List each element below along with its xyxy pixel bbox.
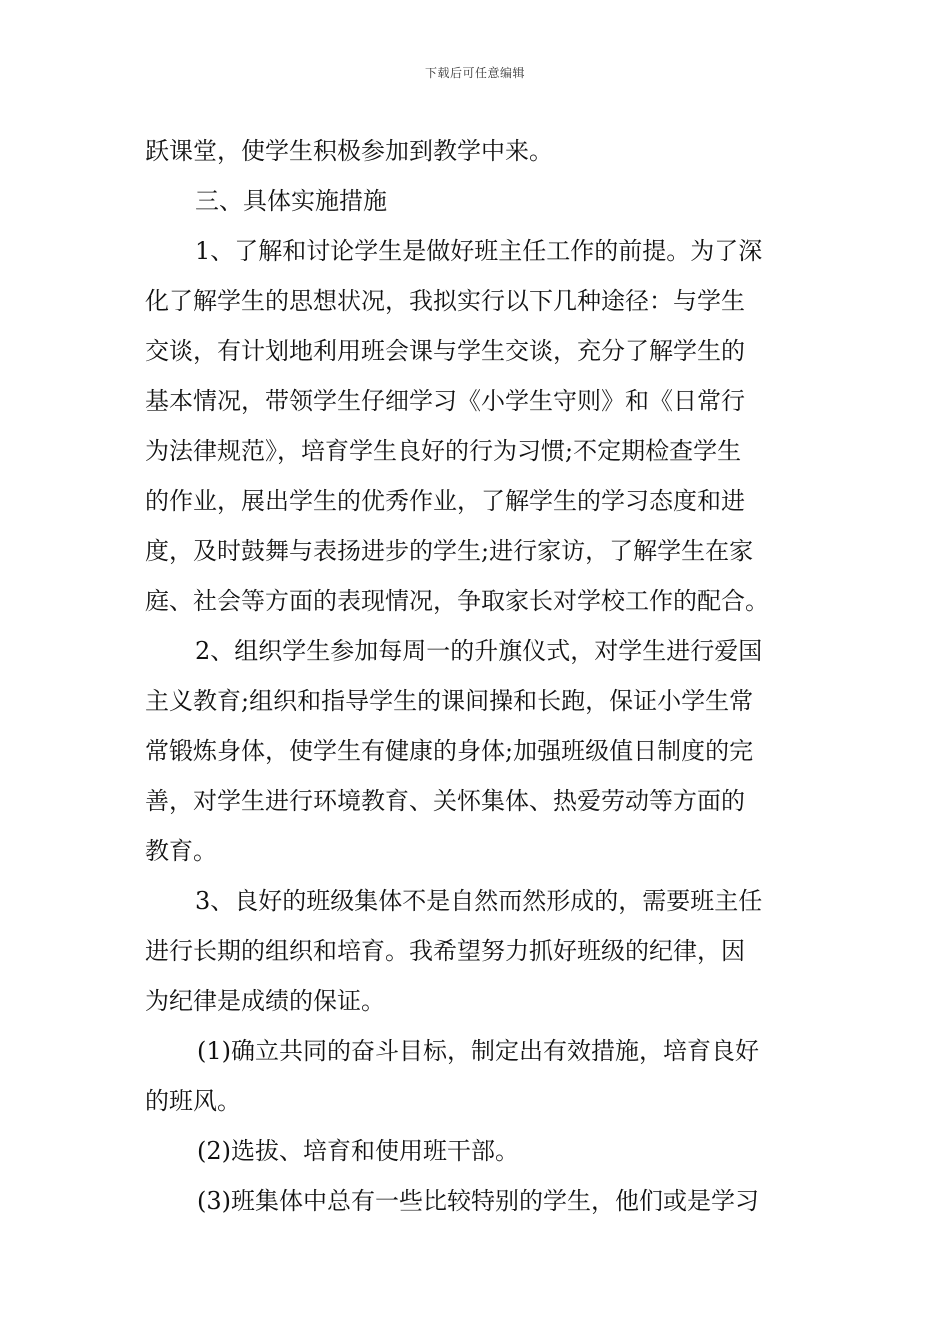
text-line: 2、组织学生参加每周一的升旗仪式，对学生进行爱国 — [195, 637, 763, 665]
text-line: 交谈，有计划地利用班会课与学生交谈，充分了解学生的 — [145, 337, 745, 365]
text-line: 度，及时鼓舞与表扬进步的学生;进行家访，了解学生在家 — [145, 537, 754, 565]
text-line: 主义教育;组织和指导学生的课间操和长跑，保证小学生常 — [145, 687, 754, 715]
text-line: 善，对学生进行环境教育、关怀集体、热爱劳动等方面的 — [145, 787, 745, 815]
text-line: 庭、社会等方面的表现情况，争取家长对学校工作的配合。 — [145, 587, 769, 615]
text-line: 3、良好的班级集体不是自然而然形成的，需要班主任 — [195, 887, 763, 915]
list-item: (3)班集体中总有一些比较特别的学生，他们或是学习 — [197, 1187, 759, 1215]
document-body — [145, 126, 807, 1226]
list-item: (2)选拔、培育和使用班干部。 — [197, 1137, 519, 1165]
text-line: 基本情况，带领学生仔细学习《小学生守则》和《日常行 — [145, 387, 745, 415]
text-line: 1、了解和讨论学生是做好班主任工作的前提。为了深 — [195, 237, 763, 265]
list-item: (1)确立共同的奋斗目标，制定出有效措施，培育良好 — [197, 1037, 759, 1065]
text-line: 化了解学生的思想状况，我拟实行以下几种途径：与学生 — [145, 287, 745, 315]
text-line: 教育。 — [145, 837, 217, 865]
text-line: 为法律规范》，培育学生良好的行为习惯;不定期检查学生 — [145, 437, 742, 465]
text-line: 常锻炼身体，使学生有健康的身体;加强班级值日制度的完 — [145, 737, 754, 765]
text-line: 跃课堂，使学生积极参加到教学中来。 — [145, 137, 553, 165]
text-line: 进行长期的组织和培育。我希望努力抓好班级的纪律，因 — [145, 937, 745, 965]
text-line: 的班风。 — [145, 1087, 241, 1115]
text-line: 的作业，展出学生的优秀作业，了解学生的学习态度和进 — [145, 487, 745, 515]
page-header-note: 下载后可任意编辑 — [424, 66, 525, 80]
section-heading: 三、具体实施措施 — [195, 187, 387, 215]
text-line: 为纪律是成绩的保证。 — [145, 987, 385, 1015]
